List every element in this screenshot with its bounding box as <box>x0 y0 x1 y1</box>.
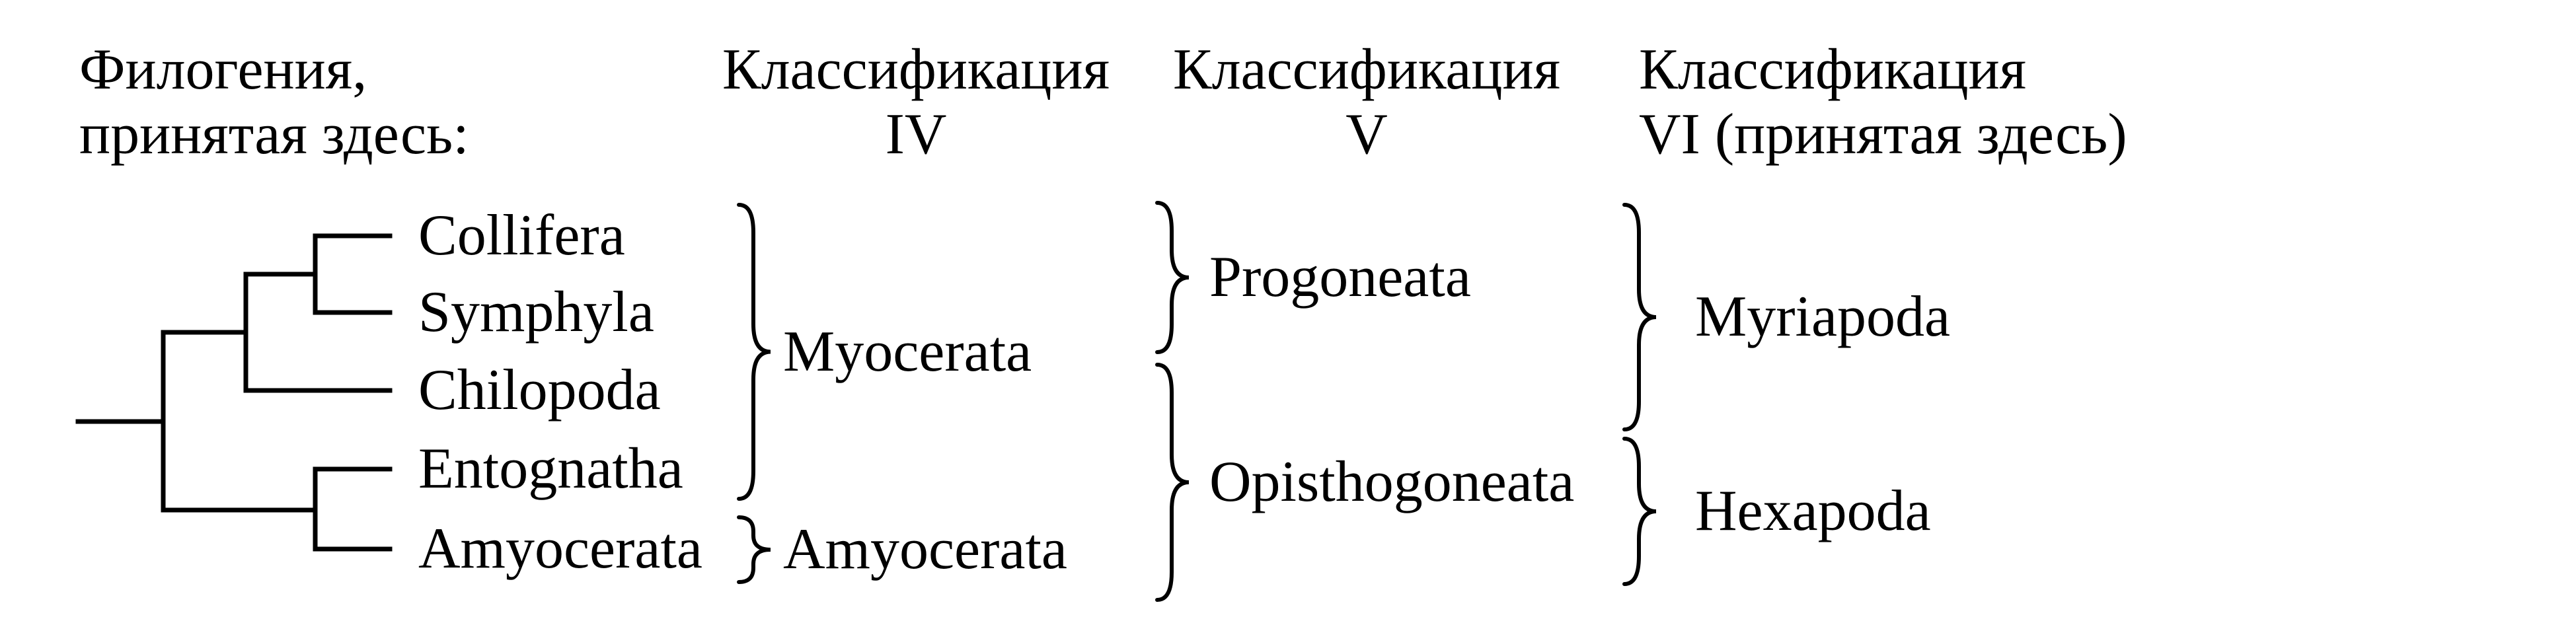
classification-label-hexapoda: Hexapoda <box>1695 479 1931 543</box>
header-classification-iv-line-2: IV <box>885 102 947 166</box>
header-phylogeny <box>79 38 469 167</box>
classification-label-progoneata: Progoneata <box>1209 245 1471 309</box>
header-classification-v-line-1: Классификация <box>1172 38 1561 102</box>
classification-label-myriapoda: Myriapoda <box>1695 285 1951 349</box>
header-phylogeny-line-2: принятая здесь: <box>79 102 469 166</box>
header-classification-v-line-2: V <box>1345 102 1388 166</box>
brace-myriapoda <box>1624 205 1656 429</box>
taxon-label-chilopoda: Chilopoda <box>418 358 661 422</box>
header-classification-vi-line-1: Классификация <box>1639 38 2027 102</box>
taxon-label-entognatha: Entognatha <box>418 437 683 501</box>
header-classification-vi <box>1639 38 2127 167</box>
classification-label-myocerata: Myocerata <box>783 319 1032 384</box>
brace-opisthogoneata <box>1157 365 1189 600</box>
brace-myocerata <box>739 205 771 499</box>
cladogram-tree <box>78 236 390 549</box>
taxon-label-collifera: Collifera <box>418 203 625 268</box>
header-classification-iv-line-1: Классификация <box>722 38 1110 102</box>
header-classification-v <box>1173 38 1560 167</box>
header-phylogeny-line-1: Филогения, <box>79 38 367 102</box>
classification-label-amyocerata: Amyocerata <box>783 517 1067 581</box>
brace-amyocerata <box>739 517 771 582</box>
brace-progoneata <box>1157 203 1189 352</box>
header-classification-vi-line-2: VI (принятая здесь) <box>1639 102 2127 166</box>
classification-label-opisthogoneata: Opisthogoneata <box>1209 450 1575 514</box>
header-classification-iv <box>722 38 1110 167</box>
brace-hexapoda <box>1624 439 1656 584</box>
taxon-label-amyocerata: Amyocerata <box>418 517 702 581</box>
taxon-label-symphyla: Symphyla <box>418 280 654 344</box>
